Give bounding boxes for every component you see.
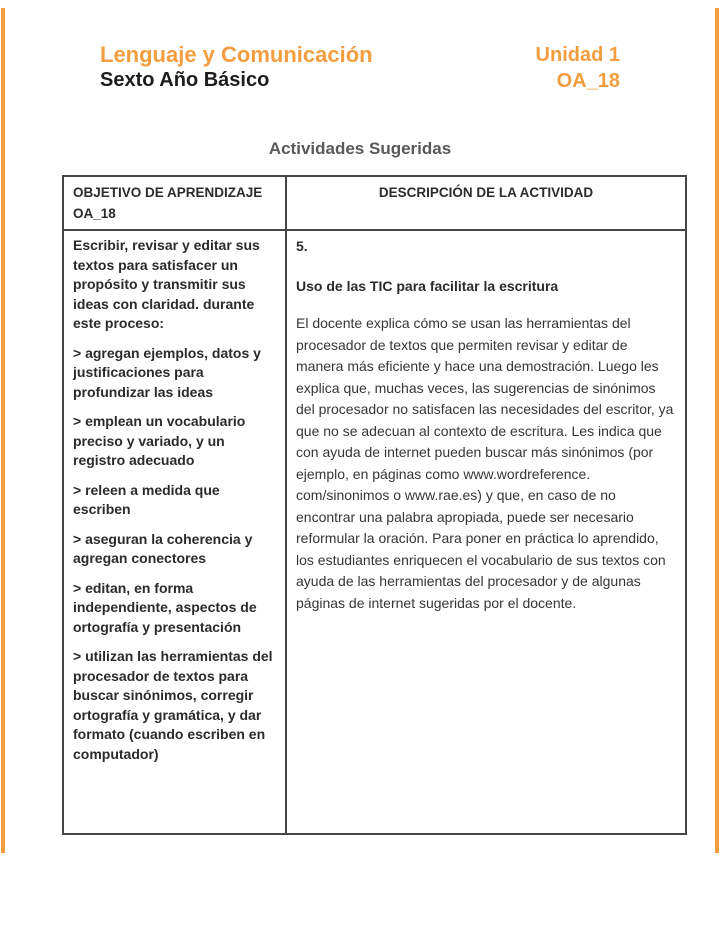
activity-title: Uso de las TIC para facilitar la escritura — [296, 277, 559, 294]
grade-subtitle: Sexto Año Básico — [100, 69, 270, 91]
objective-bullet: > releen a medida que escriben — [73, 481, 220, 517]
subject-title: Lenguaje y Comunicación — [100, 42, 373, 67]
page-title: Actividades Sugeridas — [268, 139, 452, 158]
column-header-objective: OBJETIVO DE APRENDIZAJE OA_18 — [63, 176, 286, 230]
activity-body-text: El docente explica cómo se usan las herramientas del procesador de textos que permiten revisar y editar de manera más eficiente y hace una demostración. Luego les explica que, muchas veces, las sugerencias de sinónimos del procesador no satisfacen las necesidades del escritor, ya que no se adecuan al contexto de escritura. Les indica que con ayuda de internet pueden buscar más sinónimos (por ejemplo, en páginas como www.wordreference. com/sinonimos o www.rae.es) y que, en caso de no encontrar una palabra apropiada, puede ser necesario reformular la oración. Para poner en práctica lo aprendido, los estudiantes enriquecen el vocabulario de sus textos con ayuda de las herramientas del procesador y de algunas páginas de internet sugeridas por el docente. — [296, 315, 674, 611]
document-header — [100, 42, 620, 94]
header-left-block — [100, 42, 373, 93]
column-header-description: DESCRIPCIÓN DE LA ACTIVIDAD — [286, 176, 686, 230]
objective-intro: Escribir, revisar y editar sus textos para satisfacer un propósito y transmitir sus ideas con claridad. durante este proceso: — [73, 237, 260, 331]
table-body-row — [63, 230, 686, 834]
activity-number: 5. — [296, 238, 308, 254]
objective-bullet: > editan, en forma independiente, aspectos de ortografía y presentación — [73, 579, 257, 635]
objective-bullet: > emplean un vocabulario preciso y variado, y un registro adecuado — [73, 413, 246, 468]
header-right-block — [536, 42, 620, 94]
objective-bullet: > utilizan las herramientas del procesador de textos para buscar sinónimos, corregir ortografía y gramática, y dar formato (cuando escriben en computador) — [73, 648, 273, 762]
right-accent-bar — [715, 8, 719, 853]
oa-label: OA_18 — [556, 70, 620, 92]
objective-bullet: > aseguran la coherencia y agregan conectores — [73, 530, 253, 566]
left-accent-bar — [1, 8, 5, 853]
activities-table — [62, 175, 687, 835]
objective-cell — [63, 230, 286, 834]
table-header-row — [63, 176, 686, 230]
activity-description-cell — [286, 230, 686, 834]
objective-bullet: > agregan ejemplos, datos y justificaciones para profundizar las ideas — [73, 344, 261, 400]
unit-label: Unidad 1 — [535, 44, 620, 66]
